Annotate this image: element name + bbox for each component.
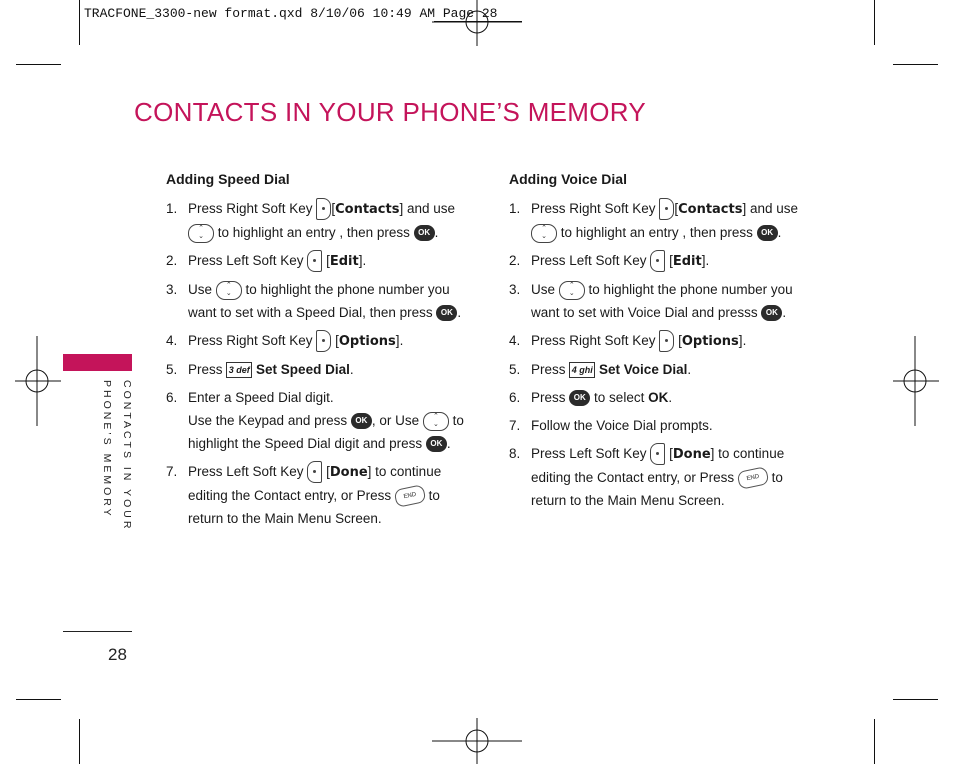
step-text: . <box>777 225 782 240</box>
step-text: . <box>399 333 404 348</box>
key-label: Contacts <box>335 202 400 217</box>
speed-dial-section <box>166 168 466 535</box>
step-number: 4. <box>166 333 178 348</box>
step-text: . <box>457 305 462 320</box>
speed-dial-step-7: 7. Press Left Soft Key [Done] to continue editing the Contact entry, or Press END to return to the Main Menu Screen. <box>166 460 466 530</box>
step-text: . <box>782 305 787 320</box>
step-number: 7. <box>166 464 178 479</box>
keypad-3-icon: 3 def <box>226 362 252 378</box>
crop-mark <box>16 64 61 65</box>
right-soft-key-icon <box>659 330 674 352</box>
step-number: 8. <box>509 446 521 461</box>
registration-mark-right <box>893 336 939 426</box>
step-text: Press Left Soft Key <box>531 446 647 461</box>
step-text: to continue <box>371 464 442 479</box>
step-text: Press Right Soft Key <box>531 201 656 216</box>
ok-label: OK <box>648 390 669 405</box>
right-soft-key-icon <box>316 198 331 220</box>
left-soft-key-icon <box>307 250 322 272</box>
speed-dial-heading: Adding Speed Dial <box>166 171 290 187</box>
speed-dial-step-2: 2. Press Left Soft Key [Edit]. <box>166 249 466 273</box>
step-text: . <box>668 390 673 405</box>
step-text: . <box>362 253 367 268</box>
ok-key-icon: OK <box>351 413 372 429</box>
step-number: 2. <box>509 253 521 268</box>
voice-dial-step-4: 4. Press Right Soft Key [Options]. <box>509 329 809 353</box>
voice-dial-step-6 <box>509 386 809 409</box>
crop-mark <box>893 64 938 65</box>
side-tab-line-1: CONTACTS IN YOUR <box>121 380 133 532</box>
step-text: to <box>428 488 440 503</box>
nav-key-icon: ⌃ ⌄ <box>188 224 214 243</box>
step-text: Press Left Soft Key <box>188 253 304 268</box>
menu-item-label: Set Voice Dial <box>599 362 688 377</box>
step-text: . <box>687 362 692 377</box>
step-text: . <box>434 225 439 240</box>
step-number: 6. <box>509 390 521 405</box>
registration-mark-bottom <box>432 718 522 764</box>
step-number: 7. <box>509 418 521 433</box>
ok-key-icon: OK <box>414 225 435 241</box>
step-text: Press <box>188 362 223 377</box>
step-number: 6. <box>166 390 178 405</box>
step-text: Press Left Soft Key <box>188 464 304 479</box>
left-soft-key-icon <box>307 461 322 483</box>
speed-dial-step-6 <box>166 386 466 455</box>
step-text: Follow the Voice Dial prompts. <box>531 418 713 433</box>
speed-dial-step-1: 1. Press Right Soft Key [Contacts] and use ⌃ ⌄ to highlight an entry , then press OK . <box>166 197 466 244</box>
left-soft-key-icon <box>650 443 665 465</box>
key-label: Done <box>329 465 368 480</box>
key-label: Edit <box>329 254 359 269</box>
voice-dial-step-2: 2. Press Left Soft Key [Edit]. <box>509 249 809 273</box>
step-text: . <box>742 333 747 348</box>
voice-dial-step-5 <box>509 358 809 381</box>
registration-mark-top <box>432 0 522 46</box>
key-label: Options <box>338 334 396 349</box>
key-label: Options <box>681 334 739 349</box>
ok-key-icon: OK <box>757 225 778 241</box>
ok-key-icon: OK <box>569 390 590 406</box>
step-text: highlight the Speed Dial digit and press <box>188 436 423 451</box>
step-number: 1. <box>166 201 178 216</box>
nav-key-icon: ⌃ ⌄ <box>216 281 242 300</box>
end-key-icon: END <box>736 467 769 491</box>
step-text: return to the Main Menu Screen. <box>188 511 382 526</box>
step-text: want to set with a Speed Dial, then press <box>188 305 433 320</box>
end-key-icon: END <box>393 485 426 509</box>
step-number: 2. <box>166 253 178 268</box>
step-text: Use <box>531 282 556 297</box>
speed-dial-step-3 <box>166 278 466 324</box>
speed-dial-step-5 <box>166 358 466 381</box>
step-number: 1. <box>509 201 521 216</box>
step-text: editing the Contact entry, or Press <box>188 488 392 503</box>
voice-dial-section <box>509 168 809 517</box>
step-text: want to set with Voice Dial and presss <box>531 305 758 320</box>
side-tab-line-2: PHONE’S MEMORY <box>101 380 113 519</box>
crop-mark <box>79 719 80 764</box>
step-text: and use <box>746 201 799 216</box>
step-text: Use <box>188 282 213 297</box>
step-text: . <box>705 253 710 268</box>
step-text: Press <box>531 362 566 377</box>
crop-mark <box>16 699 61 700</box>
crop-mark <box>874 0 875 45</box>
step-number: 3. <box>166 282 178 297</box>
step-text: to highlight the phone number you <box>245 282 450 297</box>
step-text: Press Left Soft Key <box>531 253 647 268</box>
key-label: Done <box>672 447 711 462</box>
step-text: return to the Main Menu Screen. <box>531 493 725 508</box>
nav-key-icon: ⌃ ⌄ <box>423 412 449 431</box>
nav-key-icon: ⌃ ⌄ <box>531 224 557 243</box>
step-text: Enter a Speed Dial digit. <box>188 390 334 405</box>
nav-key-icon: ⌃ ⌄ <box>559 281 585 300</box>
print-slug: TRACFONE_3300-new format.qxd 8/10/06 10:49 AM Page 28 <box>84 6 498 21</box>
step-text: Press Right Soft Key <box>188 201 313 216</box>
step-text: . <box>349 362 354 377</box>
step-text: , or Use <box>371 413 420 428</box>
step-text: to continue <box>714 446 785 461</box>
step-text: Press Right Soft Key <box>188 333 313 348</box>
right-soft-key-icon <box>316 330 331 352</box>
ok-key-icon: OK <box>426 436 447 452</box>
ok-key-icon: OK <box>761 305 782 321</box>
step-text: to highlight an entry , then press <box>560 225 753 240</box>
menu-item-label: Set Speed Dial <box>256 362 350 377</box>
step-text: and use <box>403 201 456 216</box>
page-number: 28 <box>108 645 127 664</box>
step-text: to <box>452 413 464 428</box>
registration-mark-left <box>15 336 61 426</box>
step-number: 5. <box>166 362 178 377</box>
footer-rule <box>63 631 132 632</box>
step-number: 3. <box>509 282 521 297</box>
step-text: Use the Keypad and press <box>188 413 348 428</box>
voice-dial-step-7 <box>509 414 809 437</box>
voice-dial-step-1: 1. Press Right Soft Key [Contacts] and use ⌃ ⌄ to highlight an entry , then press OK . <box>509 197 809 244</box>
step-number: 4. <box>509 333 521 348</box>
keypad-4-icon: 4 ghi <box>569 362 595 378</box>
left-soft-key-icon <box>650 250 665 272</box>
step-text: Press <box>531 390 566 405</box>
step-text: Press Right Soft Key <box>531 333 656 348</box>
step-text: editing the Contact entry, or Press <box>531 470 735 485</box>
step-text: to select <box>594 390 645 405</box>
key-label: Edit <box>672 254 702 269</box>
step-text: . <box>446 436 451 451</box>
section-tab <box>63 354 132 371</box>
speed-dial-step-4: 4. Press Right Soft Key [Options]. <box>166 329 466 353</box>
crop-mark <box>79 0 80 45</box>
voice-dial-step-3 <box>509 278 809 324</box>
page-title: CONTACTS IN YOUR PHONE’S MEMORY <box>134 97 647 127</box>
step-text: to <box>771 470 783 485</box>
step-text: to highlight an entry , then press <box>217 225 410 240</box>
voice-dial-step-8: 8. Press Left Soft Key [Done] to continue editing the Contact entry, or Press END to return to the Main Menu Screen. <box>509 442 809 512</box>
step-number: 5. <box>509 362 521 377</box>
step-text: to highlight the phone number you <box>588 282 793 297</box>
right-soft-key-icon <box>659 198 674 220</box>
ok-key-icon: OK <box>436 305 457 321</box>
side-tab-label <box>97 380 137 531</box>
voice-dial-heading: Adding Voice Dial <box>509 171 627 187</box>
crop-mark <box>874 719 875 764</box>
crop-mark <box>893 699 938 700</box>
key-label: Contacts <box>678 202 743 217</box>
